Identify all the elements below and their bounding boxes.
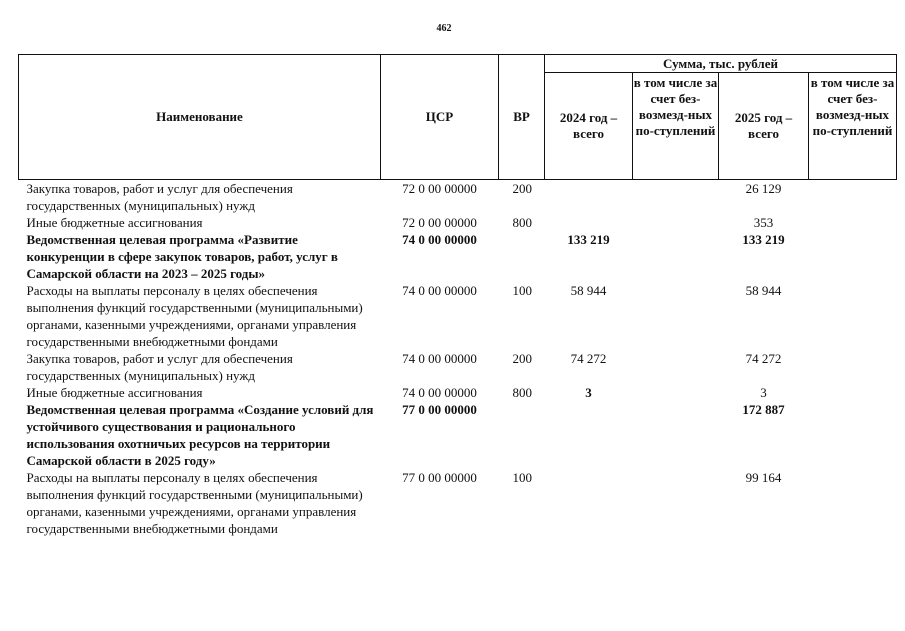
- row-csr: 77 0 00 00000: [402, 470, 477, 485]
- row-2024-total: [545, 180, 633, 215]
- row-2025-total: 3: [760, 385, 767, 400]
- row-2025-total: 74 272: [745, 351, 782, 366]
- row-vr: 800: [512, 385, 532, 400]
- row-2025-free: [809, 180, 897, 215]
- row-name: Закупка товаров, работ и услуг для обеспечения государственных (муниципальных) нужд: [26, 351, 293, 383]
- table-header: [19, 55, 897, 180]
- row-2025-free: [809, 384, 897, 401]
- row-2024-total: [545, 214, 633, 231]
- row-vr: 100: [512, 470, 532, 485]
- row-csr: 74 0 00 00000: [402, 385, 477, 400]
- table-row: [19, 231, 897, 282]
- table-body: [19, 180, 897, 538]
- header-2024-free: в том числе за счет без-возмезд-ных по-ступлений: [633, 73, 719, 180]
- row-2024-total: 74 272: [570, 351, 607, 366]
- row-vr: 100: [512, 283, 532, 298]
- row-2024-free: [633, 180, 719, 215]
- row-name: Закупка товаров, работ и услуг для обеспечения государственных (муниципальных) нужд: [26, 181, 293, 213]
- table-row: [19, 384, 897, 401]
- row-2024-total: [545, 469, 633, 537]
- table-row: [19, 401, 897, 469]
- row-csr: 72 0 00 00000: [402, 215, 477, 230]
- row-2024-free: [633, 401, 719, 469]
- row-2025-total: 58 944: [745, 283, 782, 298]
- row-name: Ведомственная целевая программа «Развитие конкуренции в сфере закупок товаров, работ, услуг в Самарской области на 2023 – 2025 годы»: [26, 232, 338, 281]
- row-name: Иные бюджетные ассигнования: [26, 385, 203, 400]
- row-2025-free: [809, 401, 897, 469]
- row-name: Иные бюджетные ассигнования: [26, 215, 203, 230]
- row-2024-free: [633, 350, 719, 384]
- row-2024-total: 133 219: [567, 232, 610, 247]
- row-2025-total: 353: [753, 215, 774, 230]
- row-csr: 74 0 00 00000: [402, 232, 477, 247]
- row-2025-free: [809, 231, 897, 282]
- row-name: Расходы на выплаты персоналу в целях обеспечения выполнения функций государственными (муниципальными) органами, казенными учреждениями, органами управления государственными внебюджетными фондами: [26, 470, 363, 536]
- table-row: [19, 214, 897, 231]
- header-csr: ЦСР: [381, 55, 499, 180]
- table-row: [19, 350, 897, 384]
- row-2025-total: 99 164: [745, 470, 782, 485]
- row-2024-free: [633, 231, 719, 282]
- row-2025-free: [809, 282, 897, 350]
- row-csr: 72 0 00 00000: [402, 181, 477, 196]
- row-vr: 200: [512, 181, 532, 196]
- row-name: Расходы на выплаты персоналу в целях обеспечения выполнения функций государственными (муниципальными) органами, казенными учреждениями, органами управления государственными внебюджетными фондами: [26, 283, 363, 349]
- row-2024-total: 3: [585, 385, 592, 400]
- row-vr: 800: [512, 215, 532, 230]
- row-2024-free: [633, 282, 719, 350]
- row-2024-free: [633, 214, 719, 231]
- row-2024-total: [545, 401, 633, 469]
- budget-table-container: [18, 54, 897, 537]
- row-2025-total: 133 219: [742, 232, 785, 247]
- row-2024-total: 58 944: [570, 283, 607, 298]
- row-name: Ведомственная целевая программа «Создание условий для устойчивого существования и рационального использования охотничьих ресурсов на территории Самарской области в 2025 году»: [26, 402, 374, 468]
- row-csr: 77 0 00 00000: [402, 402, 477, 417]
- row-vr: [499, 231, 545, 282]
- row-2025-free: [809, 214, 897, 231]
- header-2025-free: в том числе за счет без-возмезд-ных по-ступлений: [809, 73, 897, 180]
- header-name: Наименование: [19, 55, 381, 180]
- row-csr: 74 0 00 00000: [402, 283, 477, 298]
- row-vr: 200: [512, 351, 532, 366]
- row-2024-free: [633, 384, 719, 401]
- table-row: [19, 282, 897, 350]
- page-number: 462: [436, 23, 452, 34]
- row-2024-free: [633, 469, 719, 537]
- budget-table: [18, 54, 897, 537]
- header-vr: ВР: [499, 55, 545, 180]
- table-row: [19, 469, 897, 537]
- header-2024-total: 2024 год – всего: [545, 73, 633, 180]
- row-2025-total: 26 129: [745, 181, 782, 196]
- row-csr: 74 0 00 00000: [402, 351, 477, 366]
- row-vr: [499, 401, 545, 469]
- header-2025-total: 2025 год – всего: [719, 73, 809, 180]
- header-sum-group: Сумма, тыс. рублей: [545, 55, 897, 73]
- row-2025-free: [809, 469, 897, 537]
- row-2025-total: 172 887: [742, 402, 785, 417]
- table-row: [19, 180, 897, 215]
- row-2025-free: [809, 350, 897, 384]
